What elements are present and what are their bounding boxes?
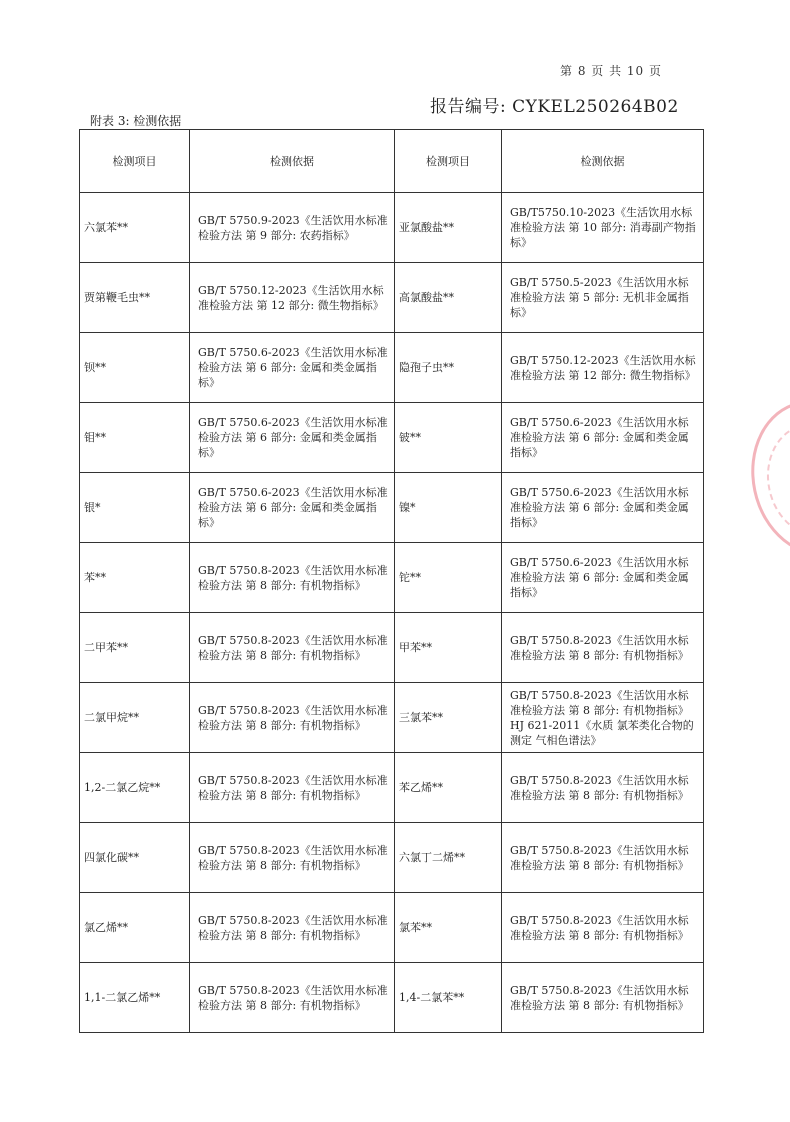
test-item: 隐孢子虫**: [395, 333, 502, 403]
test-item: 六氯苯**: [80, 193, 190, 263]
table-row: [80, 403, 704, 473]
testing-basis-table: [79, 129, 704, 1033]
header-test-item: 检测项目: [80, 130, 190, 193]
test-item: 1,4-二氯苯**: [395, 963, 502, 1033]
test-basis: GB/T 5750.5-2023《生活饮用水标准检验方法 第 5 部分: 无机非金属指标》: [502, 263, 704, 333]
test-item: 氯苯**: [395, 893, 502, 963]
test-item: 铍**: [395, 403, 502, 473]
test-basis: GB/T 5750.6-2023《生活饮用水标准检验方法 第 6 部分: 金属和类金属指标》: [502, 543, 704, 613]
table-row: [80, 613, 704, 683]
test-item: 苯**: [80, 543, 190, 613]
table-row: [80, 333, 704, 403]
official-seal-stamp: [737, 389, 790, 568]
test-basis: GB/T 5750.8-2023《生活饮用水标准检验方法 第 8 部分: 有机物指标》: [502, 963, 704, 1033]
test-item: 1,1-二氯乙烯**: [80, 963, 190, 1033]
test-item: 亚氯酸盐**: [395, 193, 502, 263]
test-basis: GB/T 5750.6-2023《生活饮用水标准检验方法 第 6 部分: 金属和类金属指标》: [502, 403, 704, 473]
test-item: 六氯丁二烯**: [395, 823, 502, 893]
test-basis: GB/T 5750.8-2023《生活饮用水标准检验方法 第 8 部分: 有机物指标》: [502, 823, 704, 893]
test-basis: GB/T 5750.8-2023《生活饮用水标准检验方法 第 8 部分: 有机物指标》: [190, 543, 395, 613]
table-row: [80, 193, 704, 263]
test-item: 高氯酸盐**: [395, 263, 502, 333]
table-row: [80, 753, 704, 823]
test-basis: GB/T 5750.9-2023《生活饮用水标准检验方法 第 9 部分: 农药指标》: [190, 193, 395, 263]
header-test-basis: 检测依据: [502, 130, 704, 193]
table-row: [80, 473, 704, 543]
test-basis: GB/T 5750.8-2023《生活饮用水标准检验方法 第 8 部分: 有机物指标》HJ 621-2011《水质 氯苯类化合物的测定 气相色谱法》: [502, 683, 704, 753]
test-item: 钼**: [80, 403, 190, 473]
table-row: [80, 543, 704, 613]
test-basis: GB/T 5750.12-2023《生活饮用水标准检验方法 第 12 部分: 微生物指标》: [502, 333, 704, 403]
test-basis: GB/T 5750.6-2023《生活饮用水标准检验方法 第 6 部分: 金属和类金属指标》: [190, 403, 395, 473]
test-basis: GB/T 5750.8-2023《生活饮用水标准检验方法 第 8 部分: 有机物指标》: [502, 613, 704, 683]
test-basis: GB/T 5750.8-2023《生活饮用水标准检验方法 第 8 部分: 有机物指标》: [190, 753, 395, 823]
test-item: 四氯化碳**: [80, 823, 190, 893]
test-basis: GB/T 5750.8-2023《生活饮用水标准检验方法 第 8 部分: 有机物指标》: [190, 823, 395, 893]
test-item: 二氯甲烷**: [80, 683, 190, 753]
test-basis: GB/T 5750.8-2023《生活饮用水标准检验方法 第 8 部分: 有机物指标》: [502, 753, 704, 823]
table-row: [80, 263, 704, 333]
seal-inner-ring: [757, 415, 790, 546]
test-basis: GB/T 5750.6-2023《生活饮用水标准检验方法 第 6 部分: 金属和类金属指标》: [190, 473, 395, 543]
appendix-title: 附表 3: 检测依据: [90, 114, 182, 128]
header-test-basis: 检测依据: [190, 130, 395, 193]
table-row: [80, 963, 704, 1033]
test-basis: GB/T 5750.8-2023《生活饮用水标准检验方法 第 8 部分: 有机物指标》: [190, 683, 395, 753]
table-row: [80, 823, 704, 893]
test-item: 甲苯**: [395, 613, 502, 683]
test-item: 铊**: [395, 543, 502, 613]
test-basis: GB/T 5750.8-2023《生活饮用水标准检验方法 第 8 部分: 有机物指标》: [190, 963, 395, 1033]
table-header-row: [80, 130, 704, 193]
test-item: 二甲苯**: [80, 613, 190, 683]
table-row: [80, 683, 704, 753]
page-number: 第 8 页 共 10 页: [560, 64, 662, 78]
test-item: 1,2-二氯乙烷**: [80, 753, 190, 823]
test-item: 氯乙烯**: [80, 893, 190, 963]
test-basis: GB/T 5750.8-2023《生活饮用水标准检验方法 第 8 部分: 有机物指标》: [190, 893, 395, 963]
test-basis: GB/T 5750.8-2023《生活饮用水标准检验方法 第 8 部分: 有机物指标》: [190, 613, 395, 683]
test-item: 苯乙烯**: [395, 753, 502, 823]
test-item: 银*: [80, 473, 190, 543]
test-basis: GB/T 5750.6-2023《生活饮用水标准检验方法 第 6 部分: 金属和类金属指标》: [502, 473, 704, 543]
test-item: 三氯苯**: [395, 683, 502, 753]
header-test-item: 检测项目: [395, 130, 502, 193]
table-row: [80, 893, 704, 963]
test-basis: GB/T5750.10-2023《生活饮用水标准检验方法 第 10 部分: 消毒副产物指标》: [502, 193, 704, 263]
test-item: 钡**: [80, 333, 190, 403]
report-number: 报告编号: CYKEL250264B02: [430, 97, 679, 117]
test-basis: GB/T 5750.12-2023《生活饮用水标准检验方法 第 12 部分: 微生物指标》: [190, 263, 395, 333]
test-item: 贾第鞭毛虫**: [80, 263, 190, 333]
test-item: 镍*: [395, 473, 502, 543]
test-basis: GB/T 5750.6-2023《生活饮用水标准检验方法 第 6 部分: 金属和类金属指标》: [190, 333, 395, 403]
test-basis: GB/T 5750.8-2023《生活饮用水标准检验方法 第 8 部分: 有机物指标》: [502, 893, 704, 963]
